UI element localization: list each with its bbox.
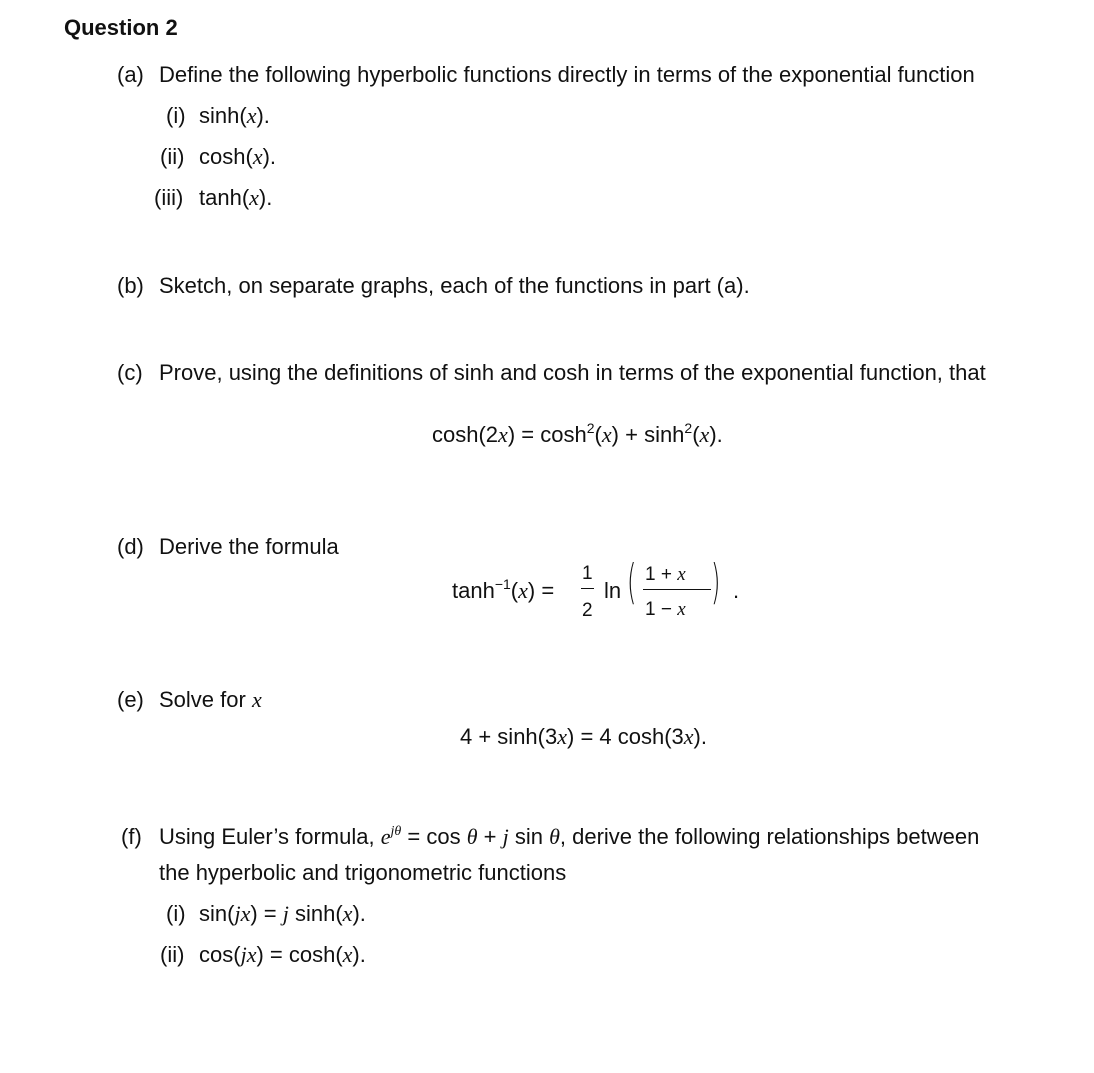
var-x: x [557, 724, 567, 749]
right-paren: ) [711, 555, 721, 610]
eq-tanh: tanh [452, 578, 495, 603]
sin-open: sin( [199, 901, 235, 926]
eq-inverse-sup: −1 [494, 576, 511, 592]
eq-close: ) [507, 422, 516, 447]
sinh-open: sinh( [288, 901, 343, 926]
part-a-label: (a) [117, 62, 144, 87]
eq-open: ( [692, 422, 700, 447]
main-fraction-bar [643, 589, 711, 590]
num-text: 1 + [645, 564, 678, 585]
j-unit: j [502, 824, 509, 849]
var-x: x [342, 901, 353, 926]
euler-exponent: jθ [390, 824, 402, 839]
euler-cos: = cos [401, 824, 467, 849]
left-paren: ( [627, 555, 637, 610]
euler-plus: + [477, 824, 503, 849]
end-punct: ). [352, 901, 366, 926]
part-c-label: (c) [117, 360, 143, 385]
eq-sign: = [541, 578, 555, 603]
func-name: sinh [199, 103, 240, 128]
end-punct: ). [258, 185, 273, 210]
theta: θ [466, 824, 478, 849]
part-d-text: Derive the formula [159, 534, 339, 559]
part-e-label: (e) [117, 687, 144, 712]
part-c-equation [432, 420, 723, 447]
var-x: x [677, 599, 686, 620]
var-x: x [246, 942, 257, 967]
var-x: x [498, 422, 508, 447]
part-d-label: (d) [117, 534, 144, 559]
eq-sign: ) = [256, 942, 289, 967]
eq-end: ). [693, 724, 707, 749]
frac-denominator [645, 600, 686, 619]
j-unit: j [282, 901, 289, 926]
part-f-line-1 [159, 826, 979, 848]
euler-sin: sin [508, 824, 550, 849]
eq-plus: + [625, 422, 638, 447]
func-name: cosh [199, 144, 246, 169]
cos-open: cos( [199, 942, 241, 967]
var-x: x [249, 185, 259, 210]
var-x: x [601, 422, 612, 447]
part-a-item-1: sinh(x). [199, 103, 270, 128]
frac-numerator [645, 565, 686, 584]
var-x: x [252, 144, 263, 169]
eq-square: 2 [684, 420, 693, 436]
var-x: x [518, 578, 528, 603]
eq-sign: = [521, 422, 535, 447]
cosh-open: cosh( [288, 942, 343, 967]
eq-square: 2 [586, 420, 595, 436]
part-a-item-1-label: (i) [166, 103, 186, 128]
func-name: tanh [199, 185, 242, 210]
half-fraction-bar [581, 588, 594, 589]
eq-end-dot: . [733, 578, 740, 603]
part-f-line-2: the hyperbolic and trigonometric functions [159, 860, 567, 885]
part-f-item-2 [199, 944, 366, 966]
solve-text: Solve for [159, 687, 246, 712]
eq-open: ( [594, 422, 602, 447]
var-x: x [246, 103, 257, 128]
var-x: x [251, 687, 262, 712]
half-denominator: 2 [582, 600, 593, 621]
part-e-equation [460, 726, 707, 748]
part-a-text: Define the following hyperbolic functions directly in terms of the exponential function [159, 62, 975, 87]
part-e-text [159, 689, 262, 711]
end-punct: ). [256, 103, 270, 128]
end-punct: ). [352, 942, 366, 967]
part-c-text: Prove, using the definitions of sinh and cosh in terms of the exponential function, that [159, 360, 986, 385]
eq-mid: ) = 4 cosh(3 [567, 724, 684, 749]
eq-sinh: sinh [644, 422, 685, 447]
part-f-item-1-label: (i) [166, 901, 186, 926]
end-punct: ). [262, 144, 277, 169]
theta: θ [549, 824, 560, 849]
j-unit: j [240, 942, 247, 967]
part-b-text: Sketch, on separate graphs, each of the functions in part (a). [159, 273, 750, 298]
part-a-item-2: cosh(x). [199, 144, 277, 169]
den-text: 1 − [645, 599, 678, 620]
euler-e: e [380, 824, 391, 849]
eq-cosh: cosh [540, 422, 587, 447]
euler-intro: Using Euler’s formula, [159, 824, 381, 849]
var-x: x [342, 942, 353, 967]
var-x: x [683, 724, 694, 749]
eq-lhs: 4 + sinh(3 [460, 724, 558, 749]
part-f-label: (f) [121, 824, 142, 849]
eq-sign: ) = [250, 901, 283, 926]
question-title: Question 2 [64, 15, 178, 40]
euler-text-end: , derive the following relationships between [559, 824, 980, 849]
part-a-item-2-label: (ii) [160, 144, 185, 169]
part-a-item-3-label: (iii) [154, 185, 184, 210]
var-x: x [699, 422, 710, 447]
half-numerator: 1 [582, 563, 593, 584]
eq-end: ). [709, 422, 723, 447]
eq-lhs: $\tanh^{-1}(x)$ = [452, 576, 555, 603]
part-f-item-1 [199, 903, 366, 925]
part-f-item-2-label: (ii) [160, 942, 185, 967]
var-x: x [240, 901, 251, 926]
part-a-item-3: tanh(x). [199, 185, 273, 210]
part-b-label: (b) [117, 273, 144, 298]
ln-label: ln [604, 578, 622, 603]
var-x: x [677, 564, 686, 585]
eq-close: ) [611, 422, 619, 447]
eq-lhs: cosh(2 [432, 422, 499, 447]
j-unit: j [234, 901, 241, 926]
